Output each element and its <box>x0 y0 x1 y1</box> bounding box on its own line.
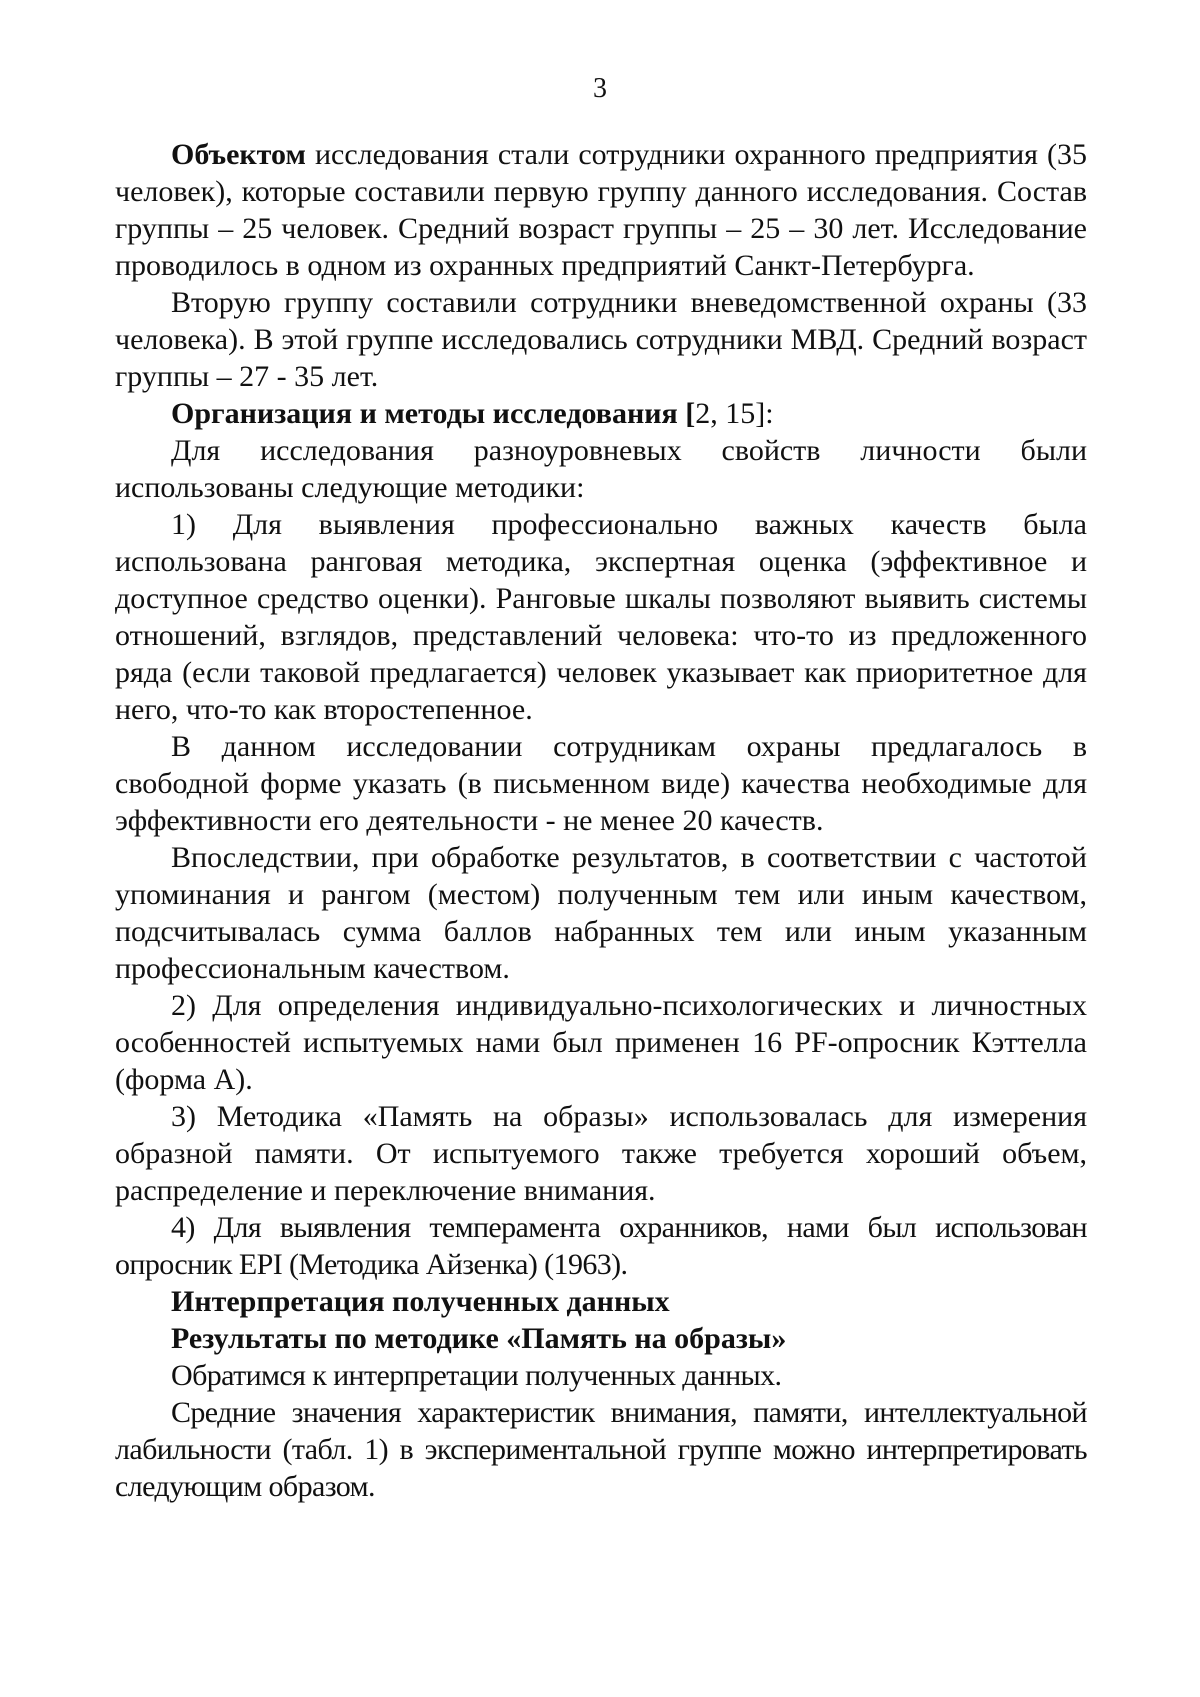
paragraph-item-4: 4) Для выявления темперамента охранников, нами был использован опросник EPI (Методика Айзенка) (1963). <box>115 1211 1087 1281</box>
page-number: 3 <box>593 73 607 104</box>
paragraph-item-2: 2) Для определения индивидуально-психологических и личностных особенностей испытуемых нами был применен 16 PF-опросник Кэттелла (форма А). <box>115 989 1087 1096</box>
object-term: Объектом <box>171 138 306 171</box>
paragraph-second-group: Вторую группу составили сотрудники вневедомственной охраны (33 человека). В этой группе исследовались сотрудники МВД. Средний возраст группы – 27 - 35 лет. <box>115 286 1087 393</box>
methods-heading-refs: 2, 15]: <box>695 397 774 430</box>
methods-heading-title: Организация и методы исследования [ <box>171 397 696 430</box>
paragraph-object <box>115 136 1087 284</box>
paragraph-item-1: 1) Для выявления профессионально важных качеств была использована ранговая методика, экспертная оценка (эффективное и доступное средство оценки). Ранговые шкалы позволяют выявить системы отношений, взглядов, представлений человека: что-то из предложенного ряда (если таковой предлагается) человек указывает как приоритетное для него, что-то как второстепенное. <box>115 508 1087 726</box>
results-heading: Результаты по методике «Память на образы» <box>171 1322 787 1355</box>
paragraph-results-text: Средние значения характеристик внимания, памяти, интеллектуальной лабильности (табл. 1) в экспериментальной группе можно интерпретировать следующим образом. <box>115 1396 1087 1503</box>
paragraph-results-intro: Обратимся к интерпретации полученных данных. <box>171 1359 782 1392</box>
object-description: исследования стали сотрудники охранного предприятия (35 человек), которые составили первую группу данного исследования. Состав группы – 25 человек. Средний возраст группы – 25 – 30 лет. Исследование проводилось в одном из охранных предприятий Санкт-Петербурга. <box>115 138 1087 282</box>
methods-heading <box>115 395 1087 432</box>
document-body <box>115 136 1087 1505</box>
interpretation-heading: Интерпретация полученных данных <box>171 1285 670 1318</box>
paragraph-item-3: 3) Методика «Память на образы» использовалась для измерения образной памяти. От испытуемого также требуется хороший объем, распределение и переключение внимания. <box>115 1100 1087 1207</box>
paragraph-item-1-detail: В данном исследовании сотрудникам охраны предлагалось в свободной форме указать (в письменном виде) качества необходимые для эффективности его деятельности - не менее 20 качеств. <box>115 730 1087 837</box>
paragraph-item-1-processing: Впоследствии, при обработке результатов, в соответствии с частотой упоминания и рангом (местом) полученным тем или иным качеством, подсчитывалась сумма баллов набранных тем или иным указанным профессиональным качеством. <box>115 841 1087 985</box>
paragraph-methods-intro: Для исследования разноуровневых свойств личности были использованы следующие методики: <box>115 434 1087 504</box>
